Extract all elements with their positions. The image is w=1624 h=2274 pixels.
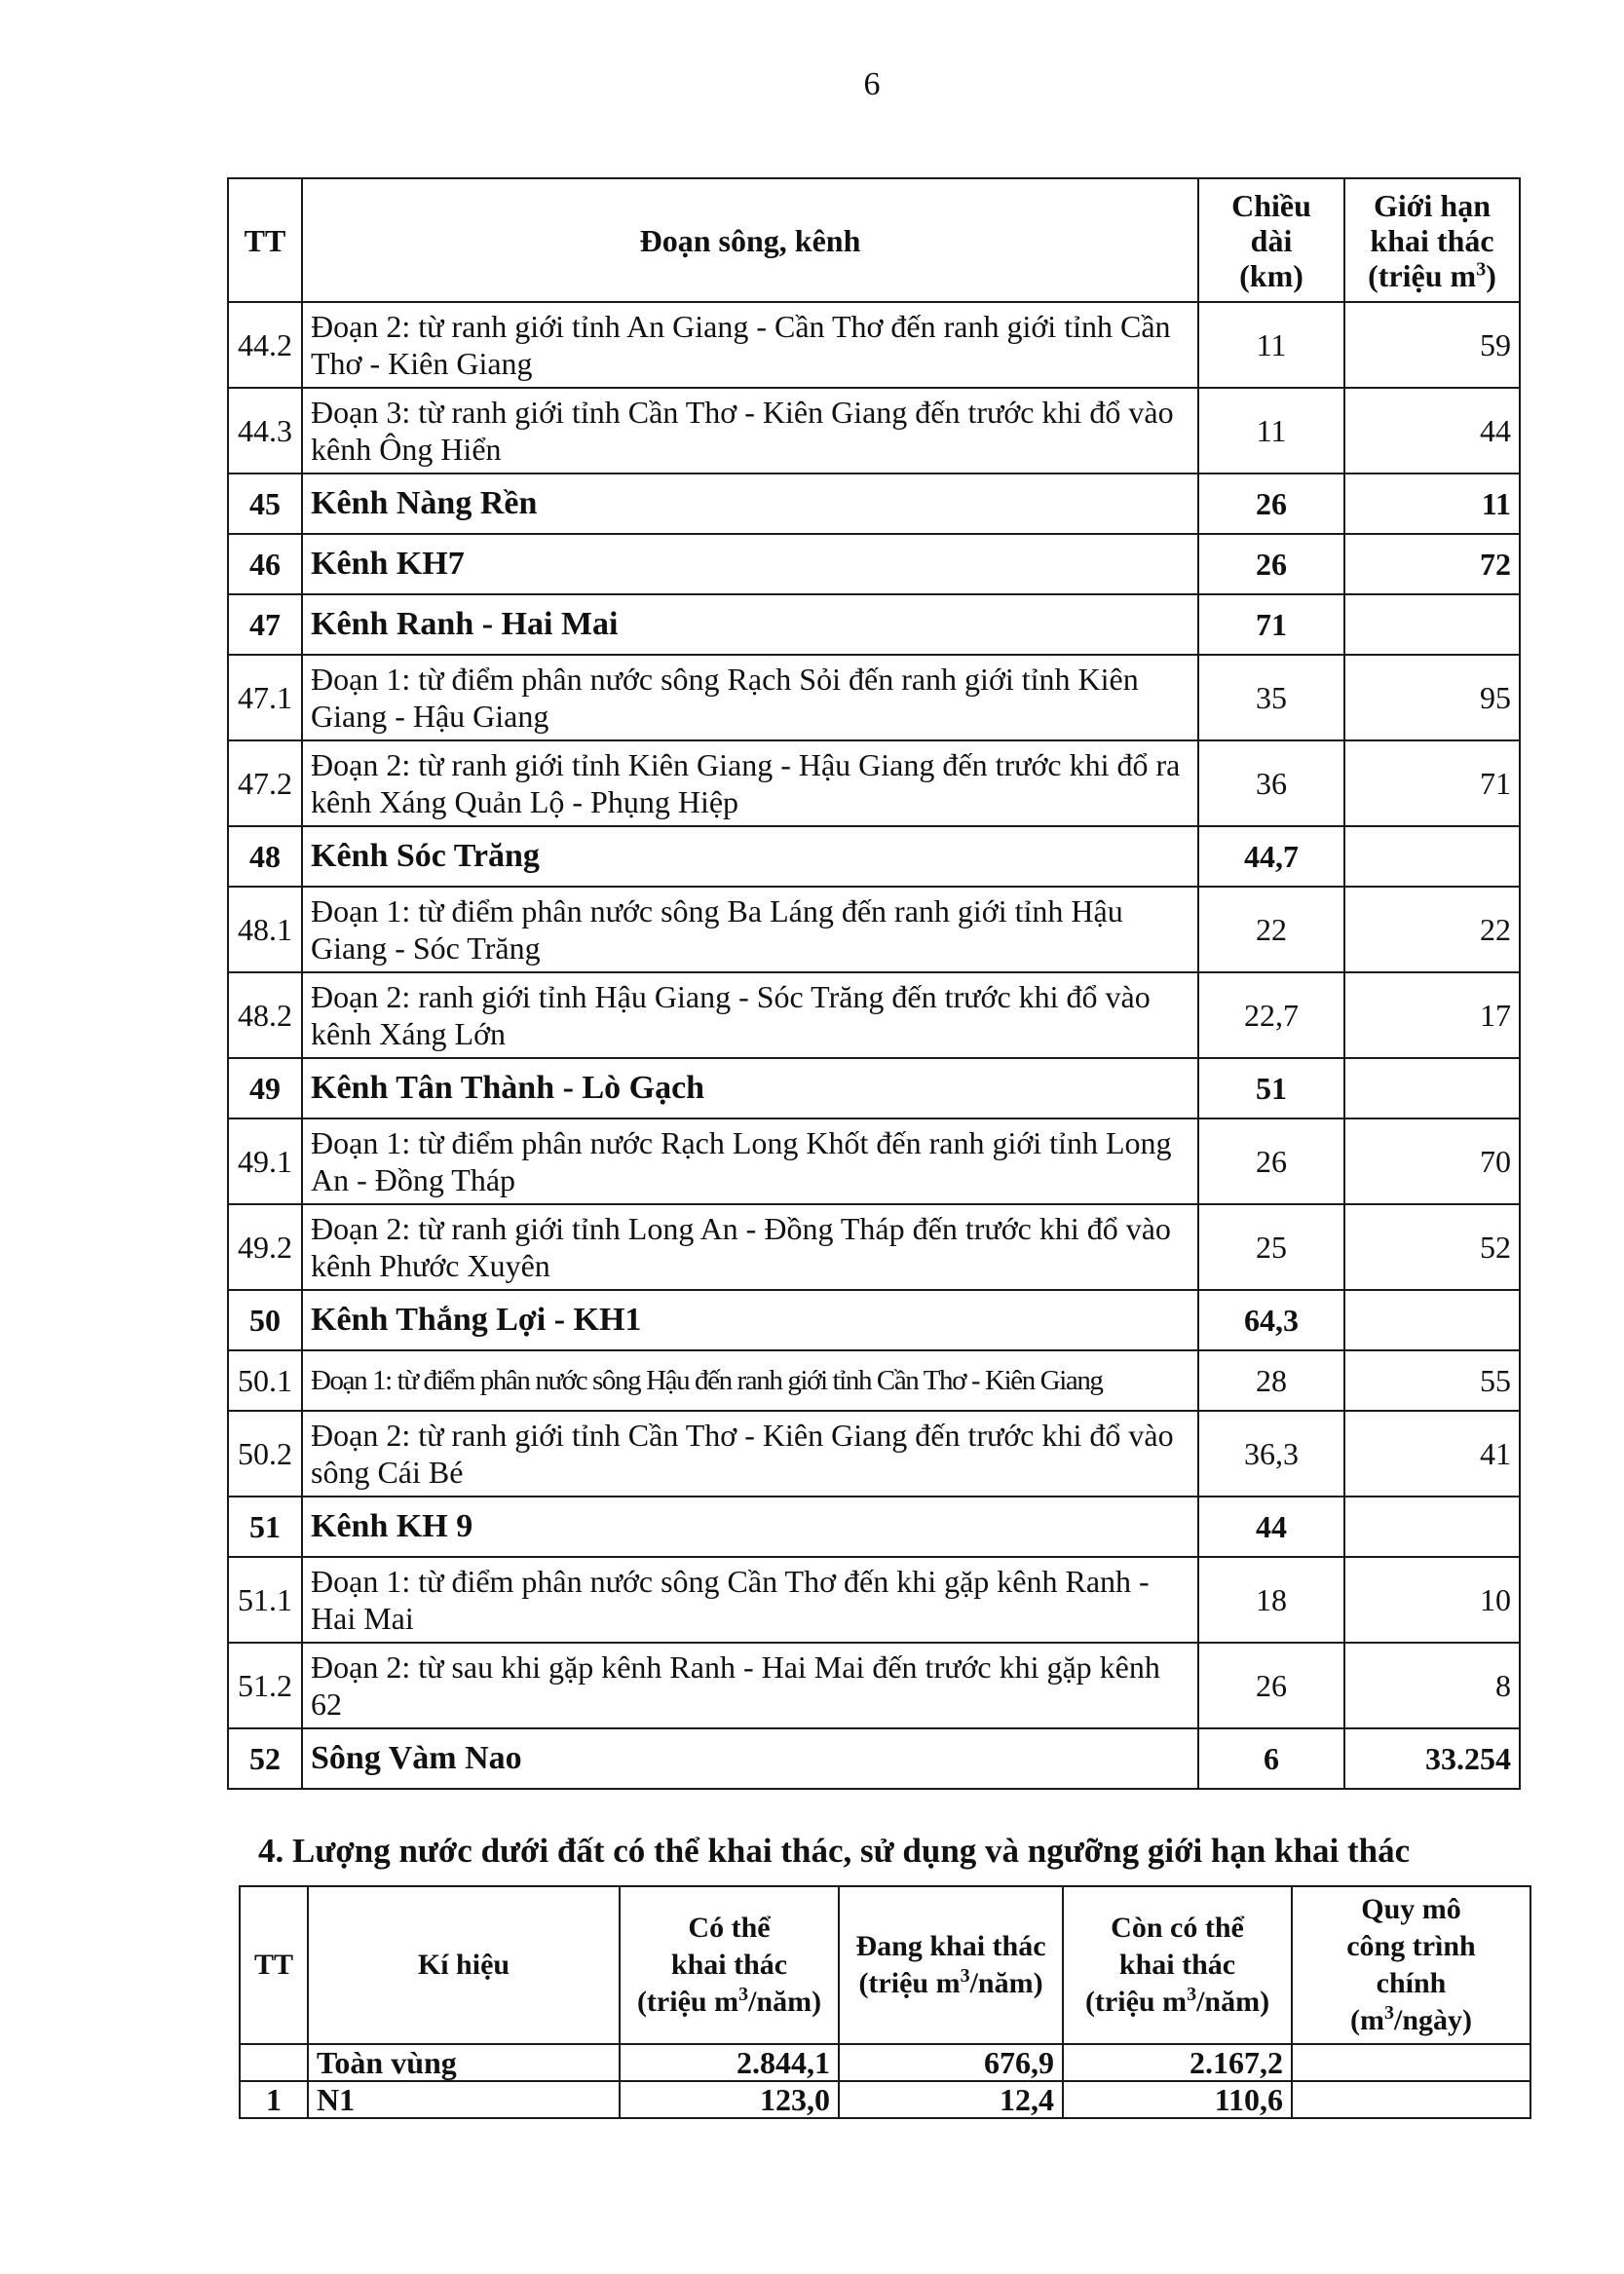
row-limit	[1344, 1058, 1520, 1118]
table-row	[228, 887, 1520, 972]
groundwater-table	[239, 1885, 1531, 2119]
row-limit: 44	[1344, 388, 1520, 474]
row-section-name: Kênh KH 9	[302, 1497, 1198, 1557]
row-tt: 47.1	[228, 655, 302, 740]
header-can-exploit: Có thể khai thác (triệu $m^3/năm$)	[620, 1886, 839, 2044]
row-tt: 49.1	[228, 1118, 302, 1204]
header-scale: Quy mô công trình chính $(m^3/ngày)$	[1292, 1886, 1530, 2044]
row-section-name: Đoạn 1: từ điểm phân nước sông Ba Láng đến ranh giới tỉnh Hậu Giang - Sóc Trăng	[302, 887, 1198, 972]
header-exploiting: Đang khai thác (triệu $m^3/năm$)	[839, 1886, 1063, 2044]
row-section-name: Kênh KH7	[302, 534, 1198, 594]
row-scale	[1292, 2081, 1530, 2118]
table-row	[228, 302, 1520, 388]
row-length: 71	[1198, 594, 1344, 655]
row-length: 26	[1198, 474, 1344, 534]
row-section-name: Kênh Tân Thành - Lò Gạch	[302, 1058, 1198, 1118]
row-limit: 10	[1344, 1557, 1520, 1643]
row-section-name: Kênh Thắng Lợi - KH1	[302, 1290, 1198, 1350]
row-section-name: Đoạn 1: từ điểm phân nước sông Rạch Sỏi đến ranh giới tỉnh Kiên Giang - Hậu Giang	[302, 655, 1198, 740]
row-length: 44	[1198, 1497, 1344, 1557]
row-section-name: Kênh Sóc Trăng	[302, 826, 1198, 887]
header-tt: TT	[228, 178, 302, 302]
row-symbol: Toàn vùng	[308, 2044, 620, 2081]
row-remaining: 110,6	[1063, 2081, 1292, 2118]
row-tt: 52	[228, 1728, 302, 1789]
table-row	[240, 2044, 1530, 2081]
river-extraction-limits-table	[227, 177, 1521, 1790]
row-tt: 45	[228, 474, 302, 534]
row-tt: 47	[228, 594, 302, 655]
row-tt: 44.3	[228, 388, 302, 474]
row-limit: 72	[1344, 534, 1520, 594]
row-section-name: Đoạn 2: ranh giới tỉnh Hậu Giang - Sóc Trăng đến trước khi đổ vào kênh Xáng Lớn	[302, 972, 1198, 1058]
row-limit	[1344, 1497, 1520, 1557]
row-tt	[240, 2044, 308, 2081]
row-section-name: Đoạn 2: từ ranh giới tỉnh Long An - Đồng Tháp đến trước khi đổ vào kênh Phước Xuyên	[302, 1204, 1198, 1290]
row-tt: 50	[228, 1290, 302, 1350]
row-tt: 51	[228, 1497, 302, 1557]
row-length: 26	[1198, 1643, 1344, 1728]
table-row	[228, 388, 1520, 474]
row-limit: 70	[1344, 1118, 1520, 1204]
row-symbol: N1	[308, 2081, 620, 2118]
row-section-name: Sông Vàm Nao	[302, 1728, 1198, 1789]
table-row	[228, 1643, 1520, 1728]
table-row	[240, 2081, 1530, 2118]
table-row	[228, 1350, 1520, 1411]
table-row	[228, 1497, 1520, 1557]
row-limit: 17	[1344, 972, 1520, 1058]
row-length: 51	[1198, 1058, 1344, 1118]
row-limit: 95	[1344, 655, 1520, 740]
row-length: 25	[1198, 1204, 1344, 1290]
row-section-name: Đoạn 3: từ ranh giới tỉnh Cần Thơ - Kiên Giang đến trước khi đổ vào kênh Ông Hiển	[302, 388, 1198, 474]
row-length: 26	[1198, 1118, 1344, 1204]
row-section-name: Đoạn 1: từ điểm phân nước sông Hậu đến ranh giới tỉnh Cần Thơ - Kiên Giang	[302, 1350, 1198, 1411]
row-exploiting: 12,4	[839, 2081, 1063, 2118]
row-tt: 51.2	[228, 1643, 302, 1728]
row-length: 11	[1198, 302, 1344, 388]
row-scale	[1292, 2044, 1530, 2081]
row-limit: 55	[1344, 1350, 1520, 1411]
table-row	[228, 972, 1520, 1058]
header-length: Chiều dài (km)	[1198, 178, 1344, 302]
row-tt: 49	[228, 1058, 302, 1118]
header-tt: TT	[240, 1886, 308, 2044]
table-row	[228, 740, 1520, 826]
row-length: 22,7	[1198, 972, 1344, 1058]
row-limit: 71	[1344, 740, 1520, 826]
row-limit: 22	[1344, 887, 1520, 972]
row-can-exploit: 2.844,1	[620, 2044, 839, 2081]
row-tt: 47.2	[228, 740, 302, 826]
header-symbol: Kí hiệu	[308, 1886, 620, 2044]
row-can-exploit: 123,0	[620, 2081, 839, 2118]
row-section-name: Kênh Ranh - Hai Mai	[302, 594, 1198, 655]
table-row	[228, 826, 1520, 887]
table-row	[228, 1557, 1520, 1643]
row-length: 35	[1198, 655, 1344, 740]
table-row	[228, 655, 1520, 740]
row-length: 6	[1198, 1728, 1344, 1789]
row-limit	[1344, 826, 1520, 887]
header-remaining: Còn có thể khai thác (triệu $m^3/năm$)	[1063, 1886, 1292, 2044]
row-tt: 49.2	[228, 1204, 302, 1290]
row-length: 36	[1198, 740, 1344, 826]
row-section-name: Kênh Nàng Rền	[302, 474, 1198, 534]
row-remaining: 2.167,2	[1063, 2044, 1292, 2081]
row-length: 64,3	[1198, 1290, 1344, 1350]
table-row	[228, 594, 1520, 655]
row-limit: 8	[1344, 1643, 1520, 1728]
header-extraction-limit: Giới hạn khai thác (triệu $m^3$)	[1344, 178, 1520, 302]
table-row	[228, 1290, 1520, 1350]
table-header-row	[228, 178, 1520, 302]
header-section-name: Đoạn sông, kênh	[302, 178, 1198, 302]
table-row	[228, 474, 1520, 534]
row-section-name: Đoạn 2: từ ranh giới tỉnh Kiên Giang - Hậu Giang đến trước khi đổ ra kênh Xáng Quản Lộ - Phụng Hiệp	[302, 740, 1198, 826]
row-length: 18	[1198, 1557, 1344, 1643]
row-tt: 48.1	[228, 887, 302, 972]
table-row	[228, 1411, 1520, 1497]
row-length: 36,3	[1198, 1411, 1344, 1497]
row-limit: 33.254	[1344, 1728, 1520, 1789]
table-row	[228, 534, 1520, 594]
row-length: 44,7	[1198, 826, 1344, 887]
row-section-name: Đoạn 2: từ ranh giới tỉnh Cần Thơ - Kiên Giang đến trước khi đổ vào sông Cái Bé	[302, 1411, 1198, 1497]
row-exploiting: 676,9	[839, 2044, 1063, 2081]
row-tt: 1	[240, 2081, 308, 2118]
row-section-name: Đoạn 1: từ điểm phân nước sông Cần Thơ đến khi gặp kênh Ranh - Hai Mai	[302, 1557, 1198, 1643]
page-number: 6	[863, 66, 881, 102]
row-tt: 50.2	[228, 1411, 302, 1497]
row-section-name: Đoạn 2: từ ranh giới tỉnh An Giang - Cần Thơ đến ranh giới tỉnh Cần Thơ - Kiên Giang	[302, 302, 1198, 388]
row-length: 11	[1198, 388, 1344, 474]
row-limit: 52	[1344, 1204, 1520, 1290]
row-tt: 48	[228, 826, 302, 887]
row-length: 22	[1198, 887, 1344, 972]
row-limit	[1344, 1290, 1520, 1350]
row-section-name: Đoạn 2: từ sau khi gặp kênh Ranh - Hai Mai đến trước khi gặp kênh 62	[302, 1643, 1198, 1728]
row-tt: 48.2	[228, 972, 302, 1058]
row-limit	[1344, 594, 1520, 655]
row-limit: 41	[1344, 1411, 1520, 1497]
table-row	[228, 1118, 1520, 1204]
row-limit: 11	[1344, 474, 1520, 534]
row-tt: 51.1	[228, 1557, 302, 1643]
row-limit: 59	[1344, 302, 1520, 388]
table-row	[228, 1204, 1520, 1290]
row-tt: 50.1	[228, 1350, 302, 1411]
section-heading: 4. Lượng nước dưới đất có thể khai thác, sử dụng và ngưỡng giới hạn khai thác	[258, 1832, 1411, 1870]
row-tt: 46	[228, 534, 302, 594]
row-tt: 44.2	[228, 302, 302, 388]
row-length: 26	[1198, 534, 1344, 594]
row-section-name: Đoạn 1: từ điểm phân nước Rạch Long Khốt đến ranh giới tỉnh Long An - Đồng Tháp	[302, 1118, 1198, 1204]
table-header-row	[240, 1886, 1530, 2044]
row-length: 28	[1198, 1350, 1344, 1411]
table-row	[228, 1058, 1520, 1118]
table-row	[228, 1728, 1520, 1789]
